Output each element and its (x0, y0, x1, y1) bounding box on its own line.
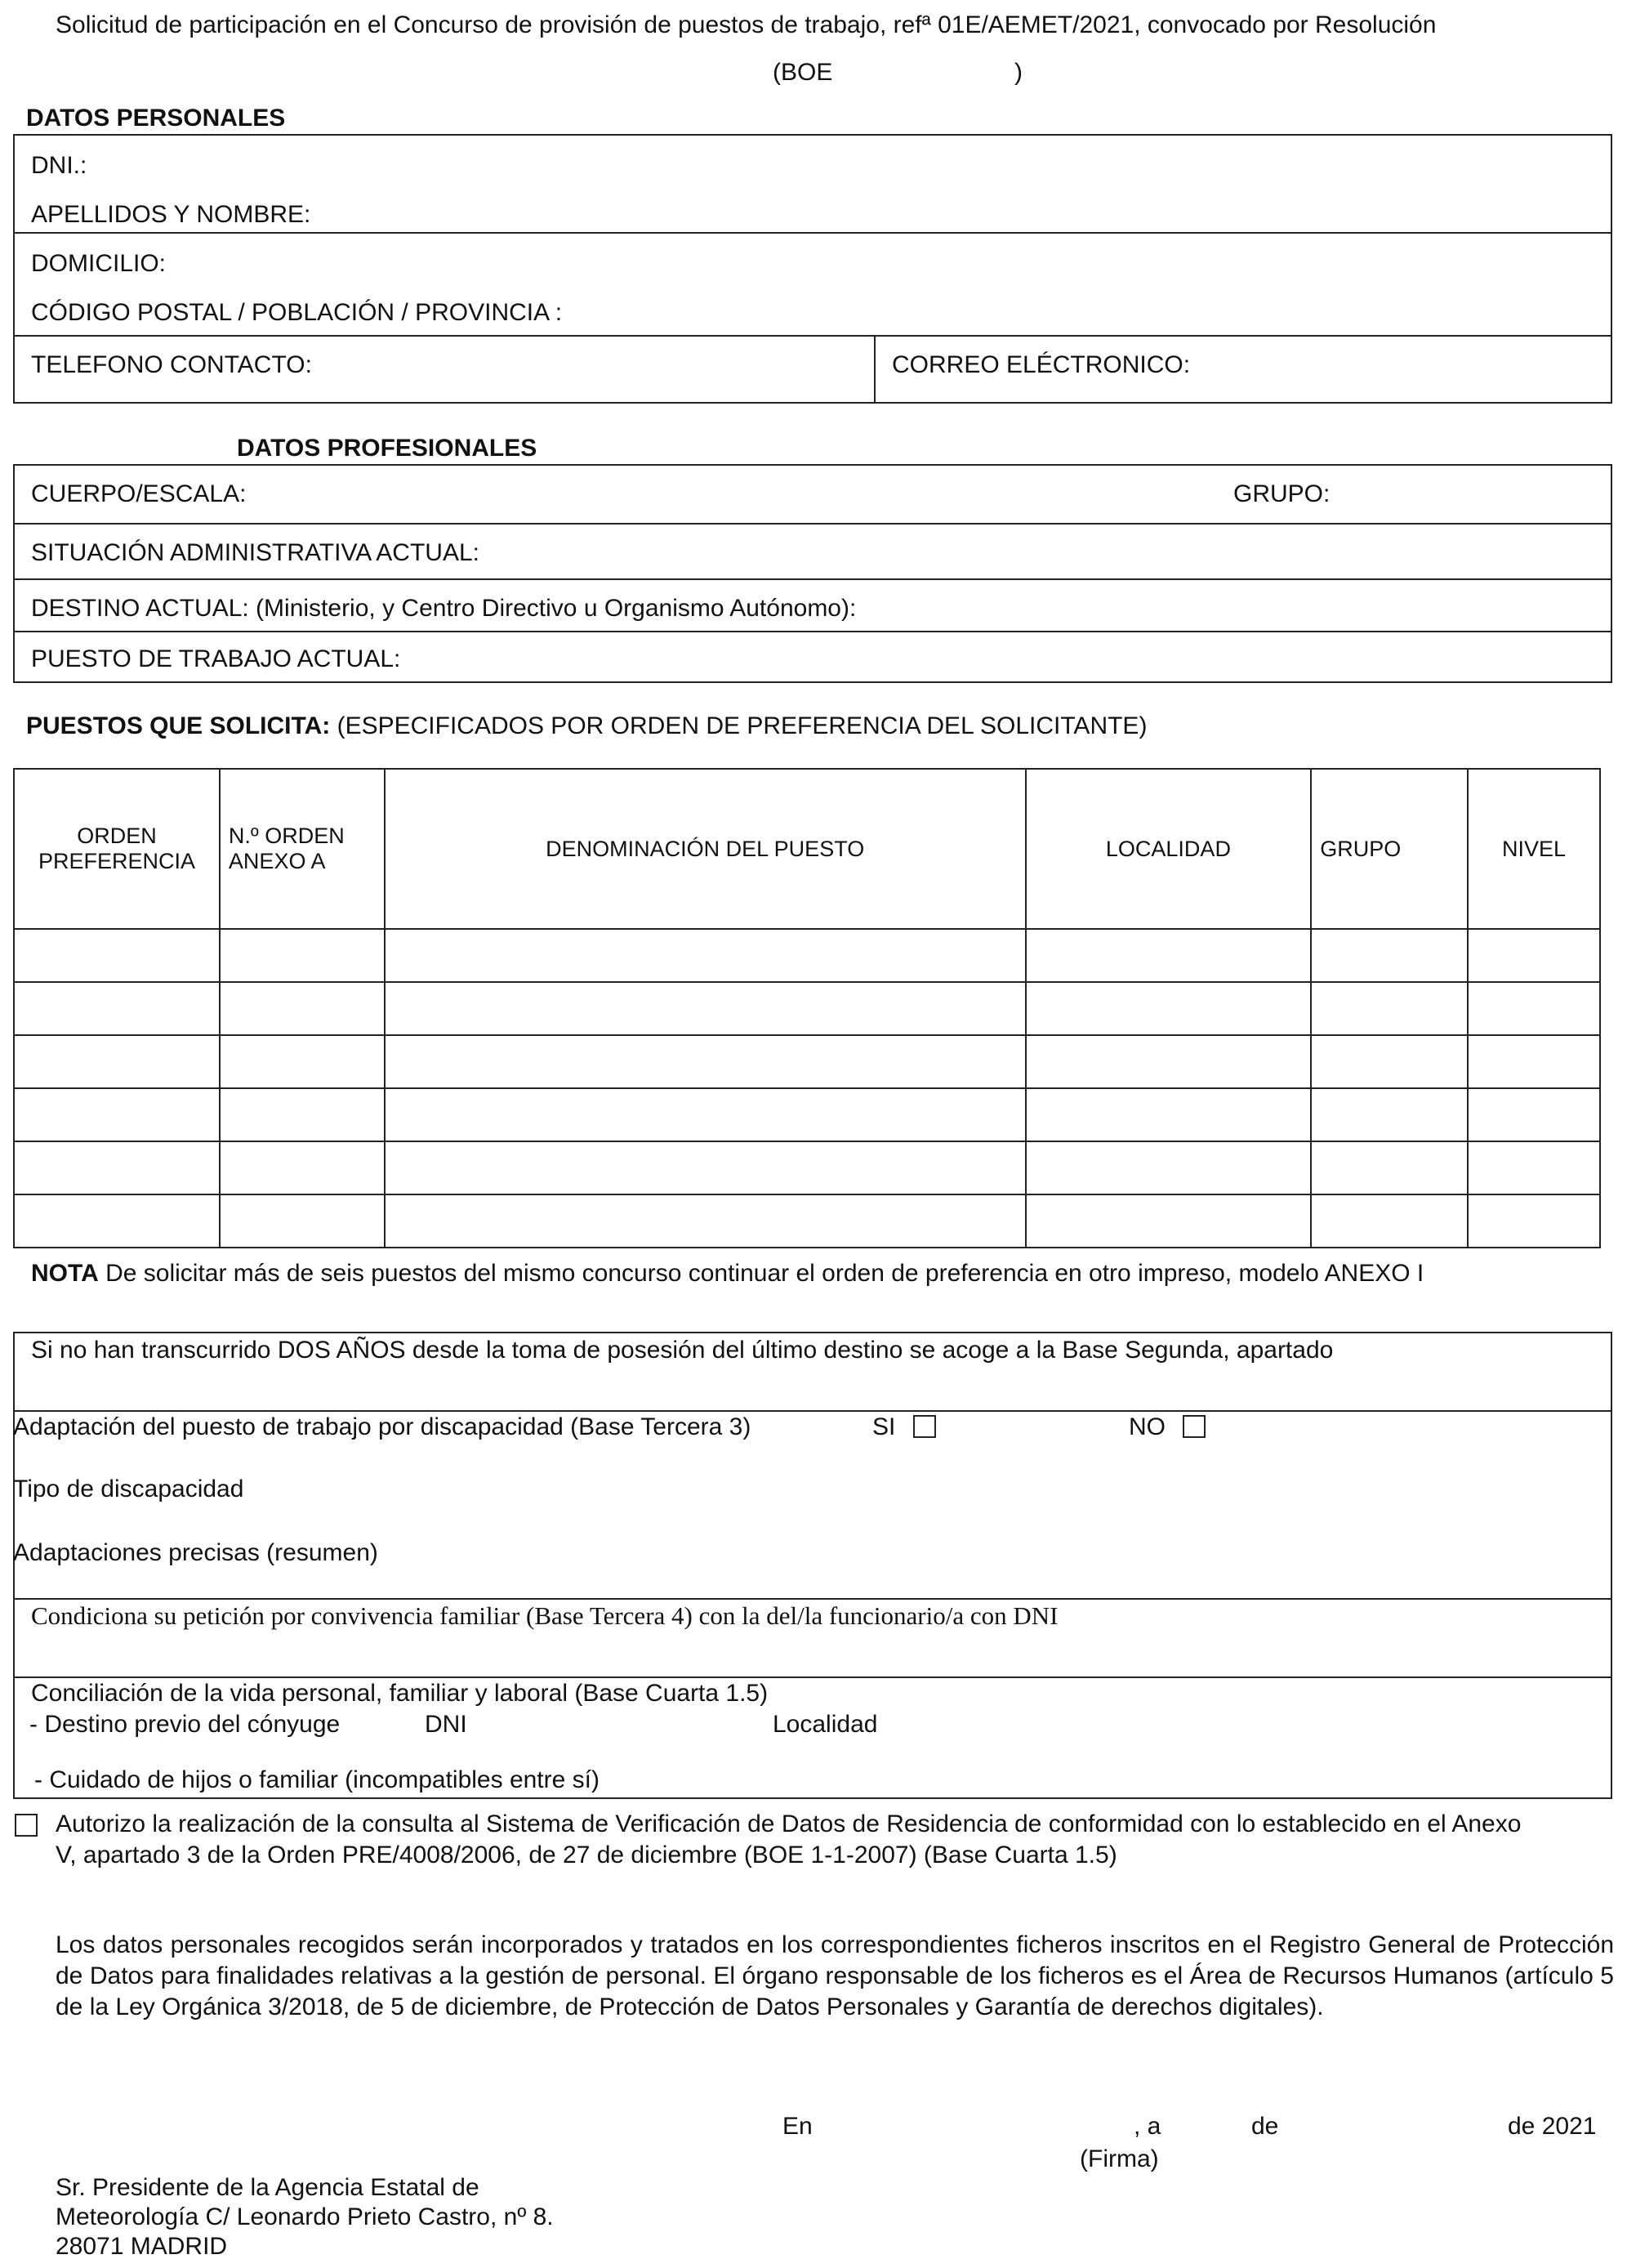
consent-line: Autorizo la realización de la consulta al Sistema de Verificación de Datos de Residencia de conformidad con lo establecido en el Anexo (56, 1810, 1522, 1837)
admin-situation-field[interactable]: SITUACIÓN ADMINISTRATIVA ACTUAL: (31, 539, 479, 566)
address-field[interactable]: DOMICILIO: (31, 250, 167, 277)
adaptation-no-checkbox[interactable] (1183, 1415, 1206, 1438)
table-row (14, 1088, 1600, 1141)
adaptation-no-label: NO (1129, 1413, 1166, 1440)
col-label: ORDEN (77, 824, 157, 848)
table-cell[interactable] (14, 1194, 220, 1248)
privacy-notice: Los datos personales recogidos serán incorporados y tratados en los correspondientes ficheros inscritos en el Registro General de Protección de Datos para finalidades relativas a la gestión de personal. El órgano responsable de los ficheros es el Área de Recursos Humanos (artículo 5 de la Ley Orgánica 3/2018, de 5 de diciembre, de Protección de Datos Personales y Garantía de derechos digitales). (56, 1931, 1614, 2020)
divider (13, 578, 1612, 580)
table-cell[interactable] (14, 982, 220, 1035)
family-care-field[interactable]: - Cuidado de hijos o familiar (incompatibles entre sí) (34, 1766, 600, 1793)
addressee-line: Sr. Presidente de la Agencia Estatal de (56, 2174, 479, 2201)
table-row (14, 982, 1600, 1035)
divider (13, 631, 1612, 632)
table-cell[interactable] (1311, 1141, 1468, 1194)
table-cell[interactable] (1026, 929, 1312, 982)
table-header-row (14, 769, 1600, 929)
table-cell[interactable] (1468, 1088, 1600, 1141)
col-nivel: NIVEL (1468, 769, 1600, 929)
name-field[interactable]: APELLIDOS Y NOMBRE: (31, 201, 311, 228)
form-title: Solicitud de participación en el Concurso de provisión de puestos de trabajo, refª 01E/AEMET/2021, convocado por Resolución (56, 11, 1437, 38)
table-cell[interactable] (385, 1141, 1026, 1194)
consent-line: V, apartado 3 de la Orden PRE/4008/2006, de 27 de diciembre (BOE 1-1-2007) (Base Cuarta 1.5) (56, 1842, 1117, 1868)
positions-heading-rest: (ESPECIFICADOS POR ORDEN DE PREFERENCIA DEL SOLICITANTE) (330, 712, 1148, 739)
adaptation-yes-checkbox[interactable] (913, 1415, 936, 1438)
table-cell[interactable] (1026, 1141, 1312, 1194)
note-label: NOTA (31, 1260, 99, 1287)
table-cell[interactable] (1026, 1088, 1312, 1141)
table-row (14, 1035, 1600, 1088)
addressee-line: Meteorología C/ Leonardo Prieto Castro, nº 8. (56, 2203, 554, 2230)
table-cell[interactable] (385, 1194, 1026, 1248)
table-cell[interactable] (1468, 1035, 1600, 1088)
current-destination-field[interactable]: DESTINO ACTUAL: (Ministerio, y Centro Directivo u Organismo Autónomo): (31, 595, 857, 622)
col-label: N.º ORDEN (228, 824, 345, 848)
table-cell[interactable] (1468, 1141, 1600, 1194)
table-cell[interactable] (385, 1088, 1026, 1141)
table-row (14, 1141, 1600, 1194)
divider (13, 1676, 1612, 1678)
col-orden-anexo (220, 769, 385, 929)
table-cell[interactable] (385, 929, 1026, 982)
col-denominacion: DENOMINACIÓN DEL PUESTO (385, 769, 1026, 929)
table-cell[interactable] (1311, 1035, 1468, 1088)
divider (13, 1410, 1612, 1412)
positions-table (13, 768, 1601, 1248)
table-cell[interactable] (1026, 1194, 1312, 1248)
col-localidad: LOCALIDAD (1026, 769, 1312, 929)
table-cell[interactable] (1026, 1035, 1312, 1088)
adaptations-summary-field[interactable]: Adaptaciones precisas (resumen) (13, 1539, 378, 1566)
table-row (14, 929, 1600, 982)
postal-field[interactable]: CÓDIGO POSTAL / POBLACIÓN / PROVINCIA : (31, 299, 563, 326)
divider (13, 232, 1612, 234)
table-cell[interactable] (1311, 929, 1468, 982)
addressee (56, 2173, 554, 2261)
positions-heading-bold: PUESTOS QUE SOLICITA: (26, 712, 331, 739)
spouse-locality-field[interactable]: Localidad (773, 1711, 878, 1738)
table-cell[interactable] (220, 982, 385, 1035)
table-cell[interactable] (1311, 1088, 1468, 1141)
spouse-destination-field[interactable]: - Destino previo del cónyuge (29, 1711, 341, 1738)
divider (874, 335, 876, 404)
col-label: ANEXO A (228, 849, 326, 873)
divider (13, 523, 1612, 525)
divider (13, 335, 1612, 337)
signature-place-label: En (782, 2113, 813, 2140)
signature-year-label: de 2021 (1508, 2113, 1597, 2140)
table-cell[interactable] (220, 1141, 385, 1194)
signature-day-label: , a (1134, 2113, 1161, 2140)
two-years-clause: Si no han transcurrido DOS AÑOS desde la toma de posesión del último destino se acoge a la Base Segunda, apartado (31, 1337, 1334, 1364)
table-cell[interactable] (1026, 982, 1312, 1035)
signature-label: (Firma) (1080, 2145, 1159, 2172)
table-cell[interactable] (14, 1035, 220, 1088)
table-cell[interactable] (220, 929, 385, 982)
table-note (31, 1260, 1424, 1288)
table-cell[interactable] (385, 1035, 1026, 1088)
col-label: PREFERENCIA (38, 849, 195, 873)
cohabitation-clause[interactable]: Condiciona su petición por convivencia familiar (Base Tercera 4) con la del/la funcionario/a con DNI (31, 1601, 1059, 1630)
consent-text (56, 1809, 1614, 1871)
conciliation-heading: Conciliación de la vida personal, familiar y laboral (Base Cuarta 1.5) (31, 1680, 769, 1707)
table-cell[interactable] (14, 1141, 220, 1194)
table-cell[interactable] (1468, 929, 1600, 982)
positions-heading (26, 712, 1147, 740)
adaptation-yes-label: SI (872, 1413, 896, 1440)
table-cell[interactable] (385, 982, 1026, 1035)
boe-reference-close: ) (1014, 59, 1023, 86)
spouse-dni-field[interactable]: DNI (425, 1711, 467, 1738)
group-field[interactable]: GRUPO: (1233, 480, 1331, 507)
note-text: De solicitar más de seis puestos del mismo concurso continuar el orden de preferencia en otro impreso, modelo ANEXO I (98, 1260, 1424, 1287)
adaptation-label: Adaptación del puesto de trabajo por discapacidad (Base Tercera 3) (13, 1413, 751, 1440)
col-grupo: GRUPO (1311, 769, 1468, 929)
current-position-field[interactable]: PUESTO DE TRABAJO ACTUAL: (31, 645, 401, 672)
table-cell[interactable] (220, 1194, 385, 1248)
signature-month-label: de (1251, 2113, 1279, 2140)
col-orden-preferencia (14, 769, 220, 929)
table-cell[interactable] (1311, 1194, 1468, 1248)
table-cell[interactable] (220, 1035, 385, 1088)
dni-field[interactable]: DNI.: (31, 152, 87, 179)
addressee-line: 28071 MADRID (56, 2233, 228, 2260)
divider (13, 1598, 1612, 1600)
table-cell[interactable] (14, 1088, 220, 1141)
table-cell[interactable] (1468, 982, 1600, 1035)
boe-reference-open: (BOE (773, 59, 833, 86)
professional-data-heading: DATOS PROFESIONALES (237, 435, 537, 462)
consent-checkbox[interactable] (15, 1814, 38, 1837)
table-cell[interactable] (14, 929, 220, 982)
table-cell[interactable] (1468, 1194, 1600, 1248)
body-scale-field[interactable]: CUERPO/ESCALA: (31, 480, 247, 507)
table-row (14, 1194, 1600, 1248)
personal-data-heading: DATOS PERSONALES (26, 105, 286, 132)
table-cell[interactable] (1311, 982, 1468, 1035)
phone-field[interactable]: TELEFONO CONTACTO: (31, 351, 312, 378)
disability-type-field[interactable]: Tipo de discapacidad (13, 1476, 244, 1502)
table-cell[interactable] (220, 1088, 385, 1141)
email-field[interactable]: CORREO ELÉCTRONICO: (892, 351, 1191, 378)
